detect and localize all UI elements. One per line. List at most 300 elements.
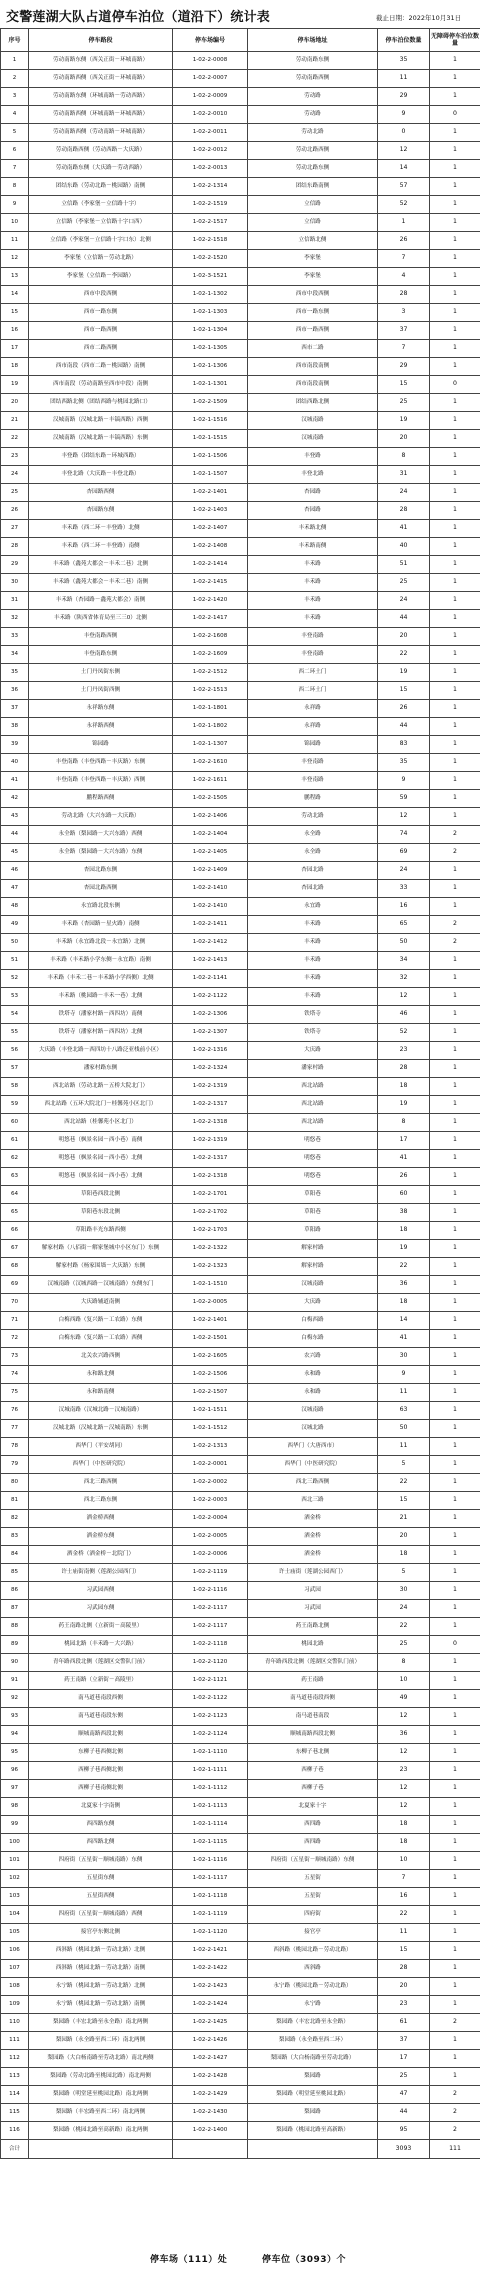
row-index: 95	[1, 1744, 29, 1762]
table-row	[1, 88, 480, 106]
row-address: 丰禾路	[248, 610, 378, 628]
row-index: 79	[1, 1456, 29, 1474]
row-accessible: 1	[430, 1258, 480, 1276]
row-index: 41	[1, 772, 29, 790]
table-row	[1, 394, 480, 412]
row-spaces: 35	[378, 754, 430, 772]
row-segment: 许士庙街南侧（莲湖公园西门）	[29, 1564, 173, 1582]
row-index: 109	[1, 1996, 29, 2014]
row-index: 82	[1, 1510, 29, 1528]
row-index: 18	[1, 358, 29, 376]
row-spaces: 19	[378, 664, 430, 682]
table-row	[1, 1348, 480, 1366]
row-accessible: 1	[430, 664, 480, 682]
row-spaces: 20	[378, 1978, 430, 1996]
row-lot-code: 1-02-2-0009	[173, 88, 248, 106]
row-index: 104	[1, 1906, 29, 1924]
row-lot-code: 1-02-1-1110	[173, 1744, 248, 1762]
row-address: 西市中段西侧	[248, 286, 378, 304]
row-lot-code: 1-02-2-1413	[173, 952, 248, 970]
row-spaces: 22	[378, 1906, 430, 1924]
row-segment: 西斜路（桃园北路－劳动北路）南侧	[29, 1960, 173, 1978]
row-index: 29	[1, 556, 29, 574]
row-lot-code: 1-02-2-0003	[173, 1492, 248, 1510]
row-address: 劳动北路	[248, 124, 378, 142]
header-spaces: 停车泊位数量	[378, 29, 430, 52]
row-address: 桃园北路	[248, 1636, 378, 1654]
row-index: 10	[1, 214, 29, 232]
row-accessible: 1	[430, 196, 480, 214]
row-index: 110	[1, 2014, 29, 2032]
row-segment: 梨园路（永全路至西二环）南北两侧	[29, 2032, 173, 2050]
row-segment: 五星街东侧	[29, 1870, 173, 1888]
row-index: 87	[1, 1600, 29, 1618]
row-segment: 梨园路（丰宏北路至永全路）南北两侧	[29, 2014, 173, 2032]
table-row	[1, 2122, 480, 2140]
row-accessible: 2	[430, 826, 480, 844]
table-row	[1, 952, 480, 970]
row-accessible: 1	[430, 178, 480, 196]
total-empty	[29, 2140, 173, 2159]
row-segment: 丰登南路（丰登西路－丰庆路）东侧	[29, 754, 173, 772]
table-row	[1, 862, 480, 880]
table-row	[1, 52, 480, 70]
row-accessible: 1	[430, 1654, 480, 1672]
row-accessible: 1	[430, 484, 480, 502]
row-segment: 西四路东侧	[29, 1816, 173, 1834]
total-label: 合计	[1, 2140, 29, 2159]
table-row	[1, 988, 480, 1006]
cutoff-date: 截止日期：2022年10月31日	[376, 14, 462, 22]
row-lot-code: 1-02-2-1400	[173, 2122, 248, 2140]
row-index: 13	[1, 268, 29, 286]
row-accessible: 1	[430, 1366, 480, 1384]
row-segment: 丰登南路（丰登西路－丰庆路）西侧	[29, 772, 173, 790]
row-index: 49	[1, 916, 29, 934]
row-spaces: 83	[378, 736, 430, 754]
header-index: 序号	[1, 29, 29, 52]
table-row	[1, 250, 480, 268]
row-index: 84	[1, 1546, 29, 1564]
row-spaces: 63	[378, 1402, 430, 1420]
row-segment: 劳动南路西侧（劳动南路－环城南路）	[29, 124, 173, 142]
row-lot-code: 1-02-2-1316	[173, 1042, 248, 1060]
row-accessible: 1	[430, 520, 480, 538]
table-row	[1, 1924, 480, 1942]
row-accessible: 1	[430, 862, 480, 880]
row-segment: 药王南路（立新街－高陵里）	[29, 1672, 173, 1690]
row-accessible: 1	[430, 304, 480, 322]
row-index: 25	[1, 484, 29, 502]
table-row	[1, 1510, 480, 1528]
row-address: 永宜路	[248, 898, 378, 916]
row-lot-code: 1-02-2-1318	[173, 1168, 248, 1186]
row-index: 60	[1, 1114, 29, 1132]
row-lot-code: 1-02-1-1302	[173, 286, 248, 304]
row-segment: 西华门（平安胡同）	[29, 1438, 173, 1456]
row-segment: 西市二路西侧	[29, 340, 173, 358]
row-segment: 接官亭东侧北侧	[29, 1924, 173, 1942]
table-row	[1, 1384, 480, 1402]
row-accessible: 1	[430, 1780, 480, 1798]
row-segment: 杏园路西侧	[29, 484, 173, 502]
row-accessible: 1	[430, 1618, 480, 1636]
row-index: 102	[1, 1870, 29, 1888]
table-row	[1, 1744, 480, 1762]
row-index: 11	[1, 232, 29, 250]
row-address: 洒金桥	[248, 1528, 378, 1546]
row-lot-code: 1-02-1-1303	[173, 304, 248, 322]
row-address: 汉城北路	[248, 1420, 378, 1438]
row-spaces: 10	[378, 1852, 430, 1870]
row-segment: 大庆路（丰登北路－西四坊十八路泛亚栈前小区）	[29, 1042, 173, 1060]
row-segment: 丰禾路（西二环－丰登路）南侧	[29, 538, 173, 556]
row-index: 96	[1, 1762, 29, 1780]
row-spaces: 95	[378, 2122, 430, 2140]
row-accessible: 1	[430, 1564, 480, 1582]
row-segment: 梨园路（明堂延至桃园北路）南北两侧	[29, 2086, 173, 2104]
row-lot-code: 1-02-2-1403	[173, 502, 248, 520]
row-segment: 杏园北路西侧	[29, 880, 173, 898]
row-segment: 草阳巷东段北侧	[29, 1204, 173, 1222]
row-lot-code: 1-02-2-1322	[173, 1240, 248, 1258]
row-spaces: 28	[378, 1960, 430, 1978]
row-spaces: 12	[378, 1798, 430, 1816]
row-spaces: 18	[378, 1294, 430, 1312]
summary-space-count: 停车位（3093）个	[262, 2255, 347, 2265]
row-accessible: 1	[430, 394, 480, 412]
row-lot-code: 1-02-2-1401	[173, 1312, 248, 1330]
row-address: 西二环土门	[248, 682, 378, 700]
row-lot-code: 1-02-2-0006	[173, 1546, 248, 1564]
row-spaces: 24	[378, 862, 430, 880]
row-index: 100	[1, 1834, 29, 1852]
row-spaces: 5	[378, 1564, 430, 1582]
row-address: 团结东路南侧	[248, 178, 378, 196]
row-index: 85	[1, 1564, 29, 1582]
table-row	[1, 1222, 480, 1240]
table-row	[1, 1726, 480, 1744]
table-row	[1, 466, 480, 484]
row-segment: 永全路（梨园路－大兴东路）东侧	[29, 844, 173, 862]
row-spaces: 9	[378, 772, 430, 790]
row-accessible: 1	[430, 1762, 480, 1780]
row-segment: 明悠巷（枫景名园－西小巷）北侧	[29, 1150, 173, 1168]
total-empty	[248, 2140, 378, 2159]
row-accessible: 1	[430, 1672, 480, 1690]
row-lot-code: 1-02-1-1510	[173, 1276, 248, 1294]
row-index: 103	[1, 1888, 29, 1906]
row-address: 西北三路西侧	[248, 1474, 378, 1492]
row-accessible: 1	[430, 2050, 480, 2068]
row-lot-code: 1-02-2-1505	[173, 790, 248, 808]
row-segment: 丰登路（团结东路－环城西路）	[29, 448, 173, 466]
row-spaces: 23	[378, 1042, 430, 1060]
row-segment: 桃园北路（丰禾路－大兴路）	[29, 1636, 173, 1654]
row-address: 西柳子巷	[248, 1780, 378, 1798]
row-address: 汉城南路	[248, 1276, 378, 1294]
table-row	[1, 1492, 480, 1510]
table-header-row	[1, 29, 480, 52]
row-address: 潘家村路	[248, 1060, 378, 1078]
row-accessible: 1	[430, 808, 480, 826]
row-segment: 梨园路（劳动北路至桃园北路）南北两侧	[29, 2068, 173, 2086]
row-index: 39	[1, 736, 29, 754]
row-segment: 白梅东路（复兴路－工农路）西侧	[29, 1330, 173, 1348]
row-address: 丰禾路南侧	[248, 538, 378, 556]
row-address: 西北站路	[248, 1078, 378, 1096]
row-index: 67	[1, 1240, 29, 1258]
row-lot-code: 1-02-2-1414	[173, 556, 248, 574]
row-spaces: 59	[378, 790, 430, 808]
row-index: 40	[1, 754, 29, 772]
row-address: 永和路	[248, 1366, 378, 1384]
row-lot-code: 1-02-2-1317	[173, 1150, 248, 1168]
table-row	[1, 2050, 480, 2068]
row-accessible: 1	[430, 646, 480, 664]
row-lot-code: 1-02-2-1512	[173, 664, 248, 682]
row-index: 74	[1, 1366, 29, 1384]
row-address: 鹏程路	[248, 790, 378, 808]
row-index: 1	[1, 52, 29, 70]
row-accessible: 1	[430, 1942, 480, 1960]
row-address: 杏园路	[248, 502, 378, 520]
table-row	[1, 1078, 480, 1096]
row-index: 28	[1, 538, 29, 556]
row-segment: 药王南路北侧（立新街－高陵里）	[29, 1618, 173, 1636]
row-index: 81	[1, 1492, 29, 1510]
header-address: 停车场地址	[248, 29, 378, 52]
row-segment: 永宁路（桃园北路－劳动北路）北侧	[29, 1978, 173, 1996]
row-address: 西华门（中医研究院）	[248, 1456, 378, 1474]
row-accessible: 1	[430, 1060, 480, 1078]
row-spaces: 19	[378, 1240, 430, 1258]
summary-lot-count: 停车场（111）处	[150, 2255, 228, 2265]
row-segment: 立信路（李家堡－立信路十字）	[29, 196, 173, 214]
row-spaces: 51	[378, 556, 430, 574]
page-title: 交警莲湖大队占道停车泊位（道沿下）统计表	[6, 10, 271, 25]
row-lot-code: 1-02-2-1412	[173, 934, 248, 952]
row-segment: 土门丹凤街西侧	[29, 682, 173, 700]
row-spaces: 35	[378, 52, 430, 70]
row-address: 丰禾路	[248, 952, 378, 970]
row-spaces: 36	[378, 1726, 430, 1744]
header-accessible: 无障碍停车泊位数量	[430, 29, 480, 52]
row-lot-code: 1-02-2-1513	[173, 682, 248, 700]
row-index: 80	[1, 1474, 29, 1492]
table-row	[1, 1474, 480, 1492]
row-index: 98	[1, 1798, 29, 1816]
row-accessible: 1	[430, 1312, 480, 1330]
row-address: 明悠巷	[248, 1132, 378, 1150]
row-lot-code: 1-02-2-1124	[173, 1726, 248, 1744]
row-index: 72	[1, 1330, 29, 1348]
row-lot-code: 1-02-2-1121	[173, 1672, 248, 1690]
row-address: 草阳巷	[248, 1204, 378, 1222]
row-accessible: 1	[430, 1132, 480, 1150]
row-segment: 丰登南路东侧	[29, 646, 173, 664]
row-spaces: 38	[378, 1204, 430, 1222]
row-spaces: 7	[378, 250, 430, 268]
row-address: 梨园路（桃园北路至高新路）	[248, 2122, 378, 2140]
row-address: 永宁路（桃园北路－劳动北路）	[248, 1978, 378, 1996]
row-index: 89	[1, 1636, 29, 1654]
row-index: 62	[1, 1150, 29, 1168]
row-accessible: 1	[430, 1006, 480, 1024]
table-row	[1, 520, 480, 538]
row-index: 105	[1, 1924, 29, 1942]
row-segment: 西市南段（劳动南路至西市中段）南侧	[29, 376, 173, 394]
table-row	[1, 1690, 480, 1708]
row-lot-code: 1-02-2-1426	[173, 2032, 248, 2050]
row-address: 丰禾路	[248, 574, 378, 592]
row-segment: 丰登南路西侧	[29, 628, 173, 646]
row-address: 永祥路	[248, 700, 378, 718]
table-row	[1, 1762, 480, 1780]
row-accessible: 0	[430, 1636, 480, 1654]
row-lot-code: 1-02-2-1119	[173, 1564, 248, 1582]
row-accessible: 2	[430, 2014, 480, 2032]
table-row	[1, 1600, 480, 1618]
table-row	[1, 682, 480, 700]
row-spaces: 18	[378, 1222, 430, 1240]
row-address: 丰禾路	[248, 988, 378, 1006]
table-row	[1, 286, 480, 304]
row-lot-code: 1-02-2-1123	[173, 1708, 248, 1726]
row-segment: 永宁路（桃园北路－劳动北路）南侧	[29, 1996, 173, 2014]
row-address: 解家村路	[248, 1240, 378, 1258]
table-row	[1, 790, 480, 808]
table-row	[1, 1456, 480, 1474]
row-spaces: 30	[378, 1348, 430, 1366]
row-lot-code: 1-02-2-1318	[173, 1114, 248, 1132]
row-spaces: 24	[378, 1600, 430, 1618]
row-segment: 团结东路（劳动北路－桃园路）南侧	[29, 178, 173, 196]
table-row	[1, 1150, 480, 1168]
table-row	[1, 1654, 480, 1672]
table-row	[1, 916, 480, 934]
row-address: 西华门（大唐西市）	[248, 1438, 378, 1456]
table-row	[1, 826, 480, 844]
row-spaces: 12	[378, 1780, 430, 1798]
table-row	[1, 340, 480, 358]
row-accessible: 1	[430, 1708, 480, 1726]
row-accessible: 1	[430, 1420, 480, 1438]
table-row	[1, 1294, 480, 1312]
row-segment: 劳动南路东侧（环城南路－劳动西路）	[29, 88, 173, 106]
row-segment: 解家村路（杨家围墙－大庆路）东侧	[29, 1258, 173, 1276]
row-spaces: 44	[378, 2104, 430, 2122]
row-address: 丰登北路	[248, 466, 378, 484]
row-spaces: 22	[378, 1258, 430, 1276]
row-segment: 丰登北路（大庆路－丰登北路）	[29, 466, 173, 484]
row-index: 22	[1, 430, 29, 448]
table-row	[1, 1528, 480, 1546]
row-lot-code: 1-02-2-1323	[173, 1258, 248, 1276]
row-address: 草阳路	[248, 1222, 378, 1240]
row-spaces: 20	[378, 628, 430, 646]
row-spaces: 31	[378, 466, 430, 484]
summary-footer	[0, 2238, 480, 2278]
row-segment: 西市一路西侧	[29, 322, 173, 340]
row-lot-code: 1-02-2-1410	[173, 898, 248, 916]
row-accessible: 1	[430, 1726, 480, 1744]
table-row	[1, 880, 480, 898]
row-lot-code: 1-02-2-1427	[173, 2050, 248, 2068]
row-address: 丰禾路	[248, 934, 378, 952]
row-lot-code: 1-02-1-1304	[173, 322, 248, 340]
row-accessible: 1	[430, 1852, 480, 1870]
row-accessible: 1	[430, 1510, 480, 1528]
row-index: 47	[1, 880, 29, 898]
row-segment: 劳动南路西侧（西关正街－环城南路）	[29, 70, 173, 88]
row-lot-code: 1-02-2-1605	[173, 1348, 248, 1366]
row-accessible: 1	[430, 898, 480, 916]
row-address: 西斜路	[248, 1960, 378, 1978]
row-segment: 洒金桥西侧	[29, 1510, 173, 1528]
row-lot-code: 1-02-2-1407	[173, 520, 248, 538]
row-accessible: 1	[430, 1186, 480, 1204]
row-lot-code: 1-02-2-1324	[173, 1060, 248, 1078]
row-index: 94	[1, 1726, 29, 1744]
row-accessible: 1	[430, 160, 480, 178]
row-accessible: 1	[430, 1330, 480, 1348]
row-lot-code: 1-02-2-0005	[173, 1528, 248, 1546]
row-spaces: 41	[378, 1150, 430, 1168]
table-row	[1, 1186, 480, 1204]
total-row	[1, 2140, 480, 2159]
row-index: 107	[1, 1960, 29, 1978]
row-address: 洒金桥	[248, 1546, 378, 1564]
row-address: 丰禾路	[248, 556, 378, 574]
total-empty	[173, 2140, 248, 2159]
row-segment: 洒金桥（洒金桥－北院门）	[29, 1546, 173, 1564]
table-row	[1, 1546, 480, 1564]
row-accessible: 1	[430, 448, 480, 466]
row-index: 46	[1, 862, 29, 880]
row-accessible: 0	[430, 376, 480, 394]
row-segment: 劳动南路西侧（环城南路－环城西路）	[29, 106, 173, 124]
row-spaces: 23	[378, 1762, 430, 1780]
row-segment: 潘家村路东侧	[29, 1060, 173, 1078]
row-segment: 北关农兴路西侧	[29, 1348, 173, 1366]
row-spaces: 26	[378, 1168, 430, 1186]
row-address: 白梅西路	[248, 1312, 378, 1330]
row-segment: 梨园路（桃园北路至高新路）南北两侧	[29, 2122, 173, 2140]
table-row	[1, 196, 480, 214]
row-spaces: 15	[378, 376, 430, 394]
row-index: 88	[1, 1618, 29, 1636]
row-address: 丰登南路	[248, 628, 378, 646]
table-row	[1, 1618, 480, 1636]
row-index: 71	[1, 1312, 29, 1330]
row-segment: 大庆路辅道南侧	[29, 1294, 173, 1312]
row-accessible: 2	[430, 844, 480, 862]
title-row	[0, 0, 480, 30]
row-segment: 习武园东侧	[29, 1600, 173, 1618]
row-index: 70	[1, 1294, 29, 1312]
row-accessible: 1	[430, 466, 480, 484]
table-row	[1, 1024, 480, 1042]
row-lot-code: 1-02-2-1520	[173, 250, 248, 268]
row-spaces: 33	[378, 880, 430, 898]
row-index: 30	[1, 574, 29, 592]
row-lot-code: 1-02-2-1319	[173, 1078, 248, 1096]
row-address: 西二环土门	[248, 664, 378, 682]
row-accessible: 1	[430, 1906, 480, 1924]
row-lot-code: 1-02-1-1512	[173, 1420, 248, 1438]
row-address: 永祥路	[248, 718, 378, 736]
